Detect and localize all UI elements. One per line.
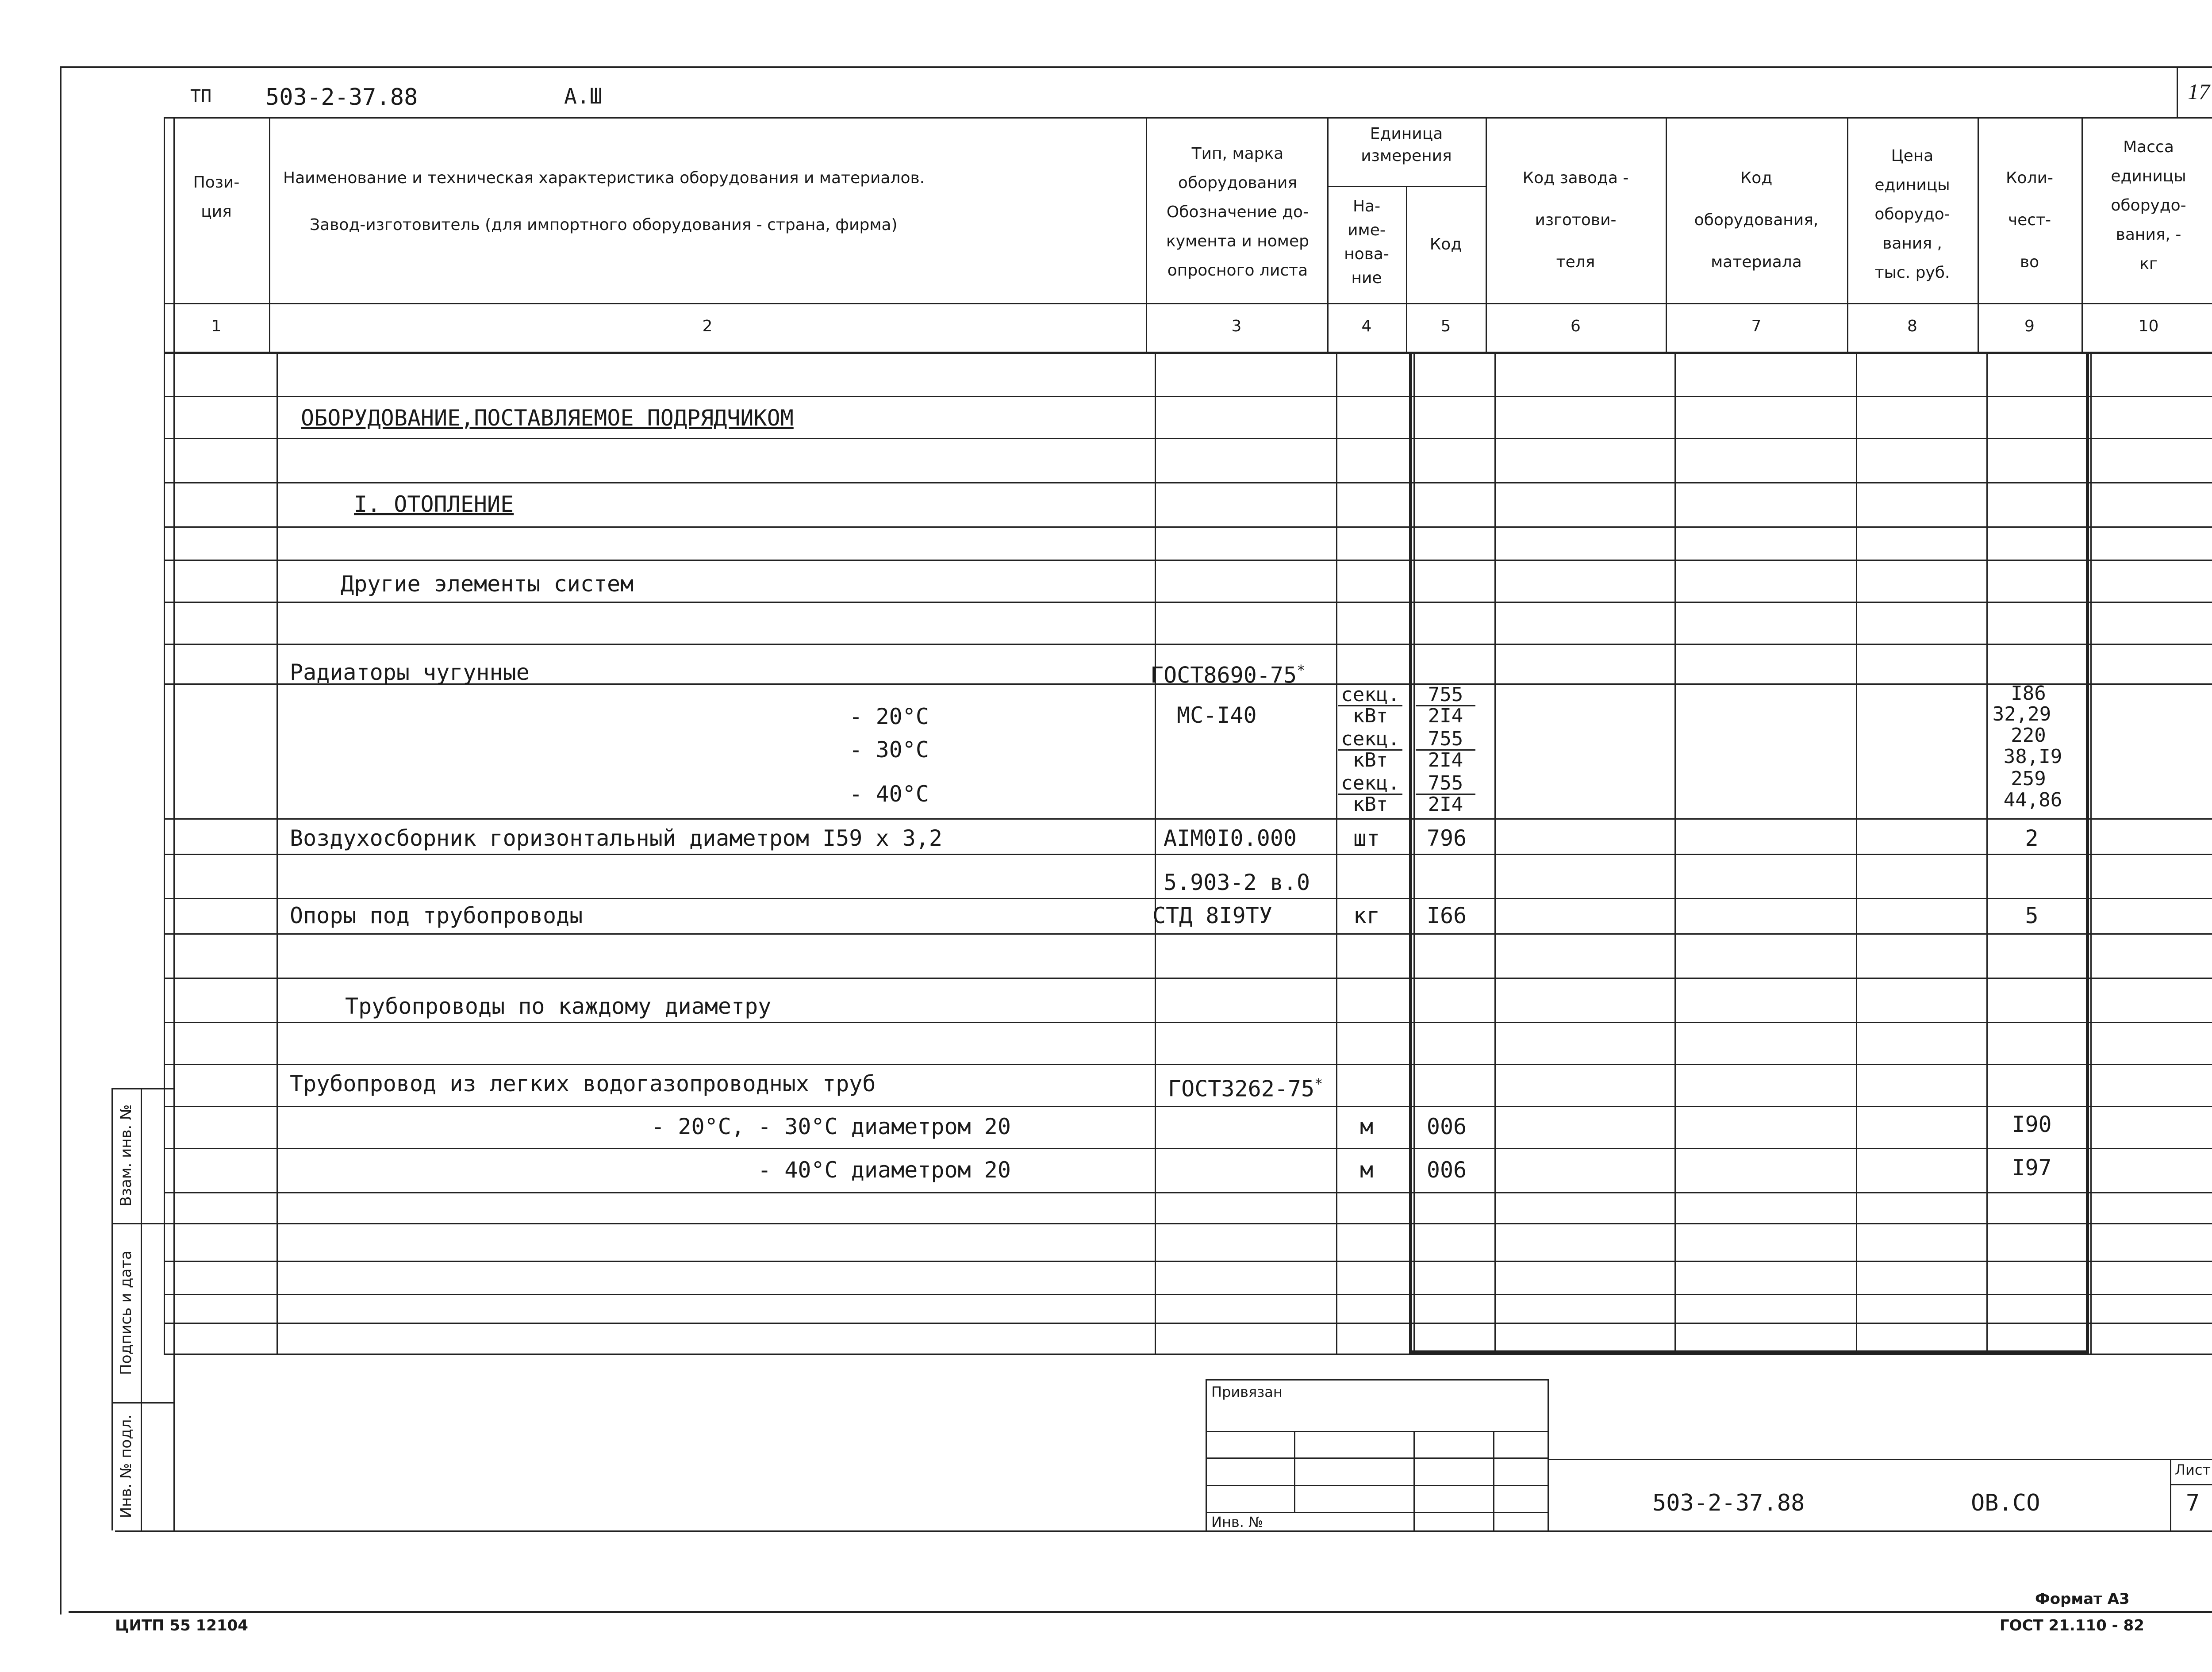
grid-row-line	[164, 482, 2212, 483]
footer-format: Формат А3	[2035, 1590, 2130, 1608]
air-collector-doc2: 5.903-2 в.0	[1164, 870, 1310, 895]
stamp-box-row-2	[1206, 1457, 1548, 1459]
grid-col-line	[1155, 352, 1156, 1354]
subsection-title: I. ОТОПЛЕНИЕ	[354, 491, 514, 517]
grid-row-line	[164, 1223, 2212, 1224]
supports-doc: СТД 8I9ТУ	[1152, 903, 1272, 928]
grid-row-line	[164, 818, 2212, 820]
pipe-doc-mark: *	[1314, 1075, 1323, 1092]
pipe-row-1: - 20°С, - 30°С диаметром 20	[651, 1114, 1011, 1139]
rad-code-top-2: 755	[1416, 729, 1475, 751]
side-strip-mid	[141, 1088, 142, 1530]
pipe-row-2-unit: м	[1359, 1157, 1374, 1183]
grid-col-line	[1674, 352, 1676, 1354]
rad-temp-40: - 40°С	[849, 781, 929, 807]
stamp-box-col-3	[1493, 1431, 1494, 1530]
pipe-doc: ГОСТ3262-75*	[1168, 1075, 1323, 1102]
stamp-privyazan: Привязан	[1211, 1384, 1283, 1400]
radiators-doc: ГОСТ8690-75*	[1150, 662, 1306, 688]
grid-row-line	[164, 1148, 2212, 1149]
frame-top	[60, 66, 2212, 68]
header-bottom-line	[164, 303, 2212, 304]
side-strip-left	[111, 1088, 113, 1530]
frame-left	[60, 66, 61, 1614]
grid-col-line	[1336, 352, 1337, 1354]
stamp-doc-number: 503-2-37.88	[1652, 1490, 1805, 1516]
stamp-box-row-3	[1206, 1485, 1548, 1486]
rad-qty-top-2: 220	[2011, 724, 2046, 747]
side-label-inv-podl: Инв. № подл.	[117, 1414, 135, 1519]
colnum-5: 5	[1440, 317, 1451, 335]
stamp-box-row-1	[1206, 1431, 1548, 1432]
rad-code-bot-3: 2I4	[1428, 793, 1463, 816]
rad-qty-bot-2: 38,I9	[2003, 745, 2062, 768]
inner-frame-bottom	[115, 1530, 2212, 1532]
grid-row-line	[164, 602, 2212, 603]
stamp-inv-no: Инв. №	[1211, 1514, 1263, 1530]
radiators-type: МС-I40	[1177, 702, 1257, 728]
grid-row-line	[164, 1323, 2212, 1324]
radiators-doc-mark: *	[1297, 662, 1306, 679]
rad-unit-top-3: секц.	[1338, 773, 1402, 795]
title-stamp-top	[1548, 1459, 2212, 1460]
grid-row-line	[164, 978, 2212, 979]
grid-row-line	[164, 438, 2212, 439]
rad-qty-top-3: 259	[2011, 767, 2046, 790]
rad-temp-30: - 30°С	[849, 737, 929, 763]
colnum-2: 2	[702, 317, 713, 335]
grid-row-line	[164, 560, 2212, 561]
group-pipes: Трубопроводы по каждому диаметру	[345, 993, 772, 1019]
grid-row-line	[164, 933, 2212, 935]
side-label-podpis: Подпись и дата	[117, 1250, 135, 1375]
grid-row-line	[164, 526, 2212, 528]
stamp-box-col-2	[1413, 1431, 1415, 1530]
grid-row-line	[164, 1064, 2212, 1065]
top-doc-number: 503-2-37.88	[265, 84, 418, 111]
thick-bottom	[1409, 1350, 2089, 1354]
rad-unit-bot-3: кВт	[1352, 793, 1388, 816]
col-header-unit-code: Код	[1429, 235, 1462, 253]
col-header-mass: Масса единицы оборудо- вания, - кг	[2111, 138, 2186, 273]
pipe-row-1-code: 006	[1426, 1114, 1467, 1139]
col-header-type: Тип, марка оборудования Обозначение до- кумента и номер опросного листа	[1166, 145, 1309, 280]
rad-code-bot-2: 2I4	[1428, 749, 1463, 771]
thick-left	[1409, 352, 1412, 1352]
side-label-vzam: Взам. инв. №	[117, 1104, 135, 1207]
rad-qty-top-1: I86	[2011, 682, 2046, 705]
rad-qty-bot-1: 32,29	[1992, 703, 2051, 725]
air-collector-doc: АIМ0I0.000	[1164, 825, 1297, 851]
sheet-cell-split	[2170, 1484, 2212, 1485]
grid-col-line	[164, 352, 165, 1354]
colnum-10: 10	[2138, 317, 2159, 335]
col-header-unit-name: На- име- нова- ние	[1344, 197, 1389, 287]
thick-right	[2086, 352, 2089, 1352]
colnum-8: 8	[1907, 317, 1917, 335]
colnum-bottom-line	[164, 352, 2212, 354]
rad-code-top-3: 755	[1416, 773, 1475, 795]
grid-row-line	[164, 854, 2212, 855]
grid-col-line	[2090, 352, 2092, 1354]
frame-bottom	[69, 1611, 2212, 1613]
col-header-position: Пози- ция	[193, 173, 240, 221]
col-header-factory-code: Код завода - изготови- теля	[1522, 169, 1629, 271]
grid-row-line	[164, 1261, 2212, 1262]
col-header-name-1: Наименование и техническая характеристика оборудования и материалов.	[283, 169, 925, 187]
grid-col-line	[1856, 352, 1857, 1354]
grid-row-line	[164, 1106, 2212, 1107]
corner-divider	[2177, 66, 2178, 117]
grid-row-line	[164, 1294, 2212, 1295]
footer-left-code: ЦИТП 55 12104	[115, 1617, 248, 1634]
pipe-row-1-qty: I90	[2012, 1112, 2052, 1137]
group-other-elements: Другие элементы систем	[341, 571, 634, 597]
supports-qty: 5	[2025, 903, 2039, 928]
pipe-name: Трубопровод из легких водогазопроводных труб	[290, 1071, 876, 1097]
stamp-sheet-number: 7	[2185, 1490, 2200, 1516]
grid-row-line	[164, 644, 2212, 645]
rad-qty-bot-3: 44,86	[2003, 789, 2062, 811]
rad-unit-bot-2: кВт	[1352, 749, 1388, 771]
grid-row-line	[164, 396, 2212, 397]
grid-col-line	[1494, 352, 1496, 1354]
air-collector-qty: 2	[2025, 825, 2039, 851]
colnum-3: 3	[1231, 317, 1242, 335]
air-collector-name: Воздухосборник горизонтальный диаметром I59 x 3,2	[290, 825, 943, 851]
col-header-unit: Единица измерения	[1361, 125, 1452, 165]
grid-col-line	[1986, 352, 1988, 1354]
page-corner-number: 17	[2188, 79, 2210, 104]
colnum-9: 9	[2024, 317, 2035, 335]
stamp-box-left	[1206, 1379, 1207, 1530]
supports-unit: кг	[1353, 903, 1380, 928]
supports-name: Опоры под трубопроводы	[290, 903, 583, 928]
album-label: А.Ш	[564, 84, 603, 109]
colnum-6: 6	[1571, 317, 1581, 335]
stamp-box-top	[1206, 1379, 1548, 1381]
grid-col-line	[1413, 352, 1415, 1354]
rad-code-top-1: 755	[1416, 685, 1475, 706]
section-title: ОБОРУДОВАНИЕ,ПОСТАВЛЯЕМОЕ ПОДРЯДЧИКОМ	[301, 405, 794, 431]
stamp-box-col-1	[1294, 1431, 1295, 1512]
rad-temp-20: - 20°С	[849, 704, 929, 729]
colnum-4: 4	[1361, 317, 1372, 335]
grid-row-line	[164, 1022, 2212, 1023]
stamp-box-row-4	[1206, 1512, 1548, 1513]
colnum-7: 7	[1751, 317, 1762, 335]
stamp-sheet-code: ОВ.СО	[1971, 1490, 2040, 1516]
pipe-row-2: - 40°С диаметром 20	[758, 1157, 1011, 1183]
header-top-line	[164, 117, 2212, 119]
rad-unit-bot-1: кВт	[1352, 705, 1388, 727]
colnum-1: 1	[211, 317, 222, 335]
pipe-row-2-code: 006	[1426, 1157, 1467, 1183]
col-header-equipment-code: Код оборудования, материала	[1694, 169, 1819, 271]
col-header-name-2: Завод-изготовитель (для импортного оборудования - страна, фирма)	[310, 216, 898, 234]
rad-code-bot-1: 2I4	[1428, 705, 1463, 727]
side-strip-div-1	[111, 1223, 173, 1224]
stamp-box-right	[1548, 1379, 1549, 1530]
rad-unit-top-2: секц.	[1338, 729, 1402, 751]
pipe-row-1-unit: м	[1359, 1114, 1374, 1139]
grid-col-line	[276, 352, 278, 1354]
tp-label: ТП	[190, 86, 212, 107]
radiators-name: Радиаторы чугунные	[290, 660, 530, 685]
stamp-sheet-label: Лист	[2174, 1461, 2211, 1478]
air-collector-unit: шт	[1353, 825, 1380, 851]
grid-row-line	[164, 1354, 2212, 1355]
grid-row-line	[164, 898, 2212, 899]
col-header-quantity: Коли- чест- во	[2006, 169, 2053, 271]
rad-unit-top-1: секц.	[1338, 685, 1402, 706]
col-header-price: Цена единицы оборудо- вания , тыс. руб.	[1874, 147, 1950, 282]
supports-code: I66	[1426, 903, 1467, 928]
grid-row-line	[164, 1192, 2212, 1193]
footer-gost: ГОСТ 21.110 - 82	[2000, 1617, 2144, 1634]
pipe-row-2-qty: I97	[2012, 1155, 2052, 1181]
air-collector-code: 796	[1426, 825, 1467, 851]
